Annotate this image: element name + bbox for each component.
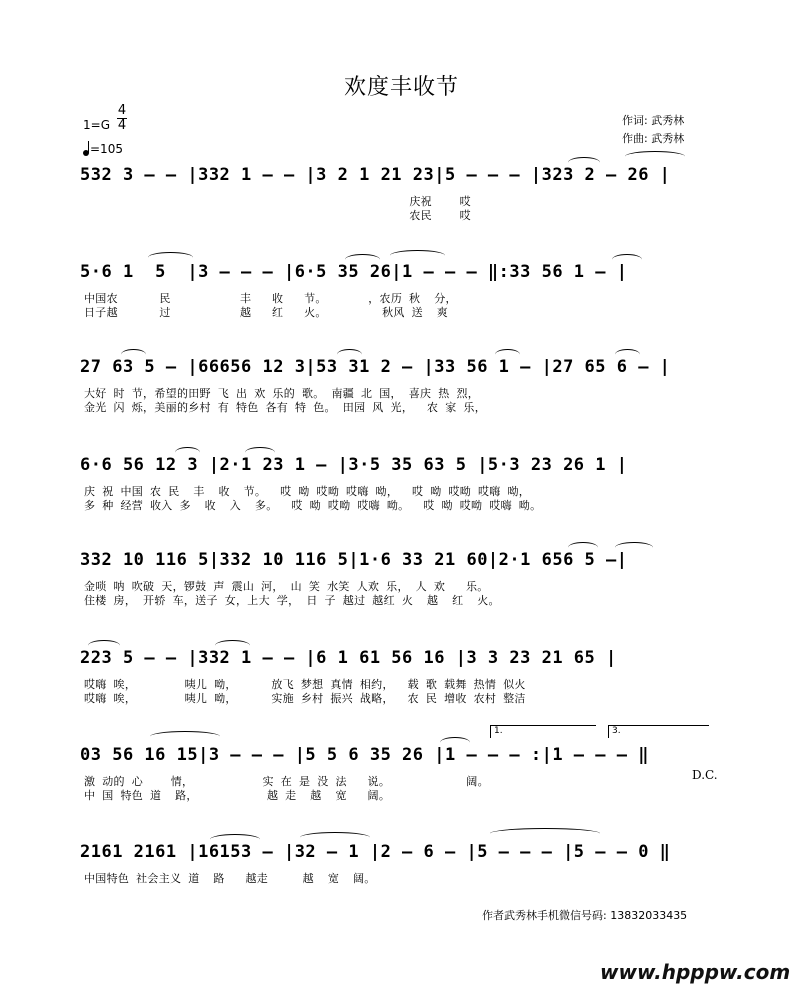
slur-mark: [495, 349, 520, 360]
slur-mark: [615, 542, 653, 553]
slur-mark: [345, 254, 380, 265]
score-system-3: [0, 357, 803, 457]
lyricist-credit: 作词: 武秀林: [622, 114, 685, 127]
lyrics-verse-2: 中 国 特色 道 路， 越 走 越 宽 阔。: [84, 789, 391, 802]
notes-line: 03 56 16 15|3 – – – |5 5 6 35 26 |1 – – – :|1 – – – ‖: [80, 745, 649, 765]
lyrics-verse-1: 庆祝 哎: [84, 195, 471, 208]
slur-mark: [490, 828, 600, 839]
score-system-5: [0, 550, 803, 650]
lyrics-verse-2: 农民 哎: [84, 209, 471, 222]
time-signature-bottom: 4: [117, 118, 127, 133]
notes-line: 27 63 5 – |66656 12 3|53 31 2 – |33 56 1 – |27 65 6 – |: [80, 357, 671, 377]
notes-line: 532 3 – – |332 1 – – |3 2 1 21 23|5 – – – |323 2 – 26 |: [80, 165, 671, 185]
quarter-note-icon: [83, 150, 89, 156]
slur-mark: [245, 447, 275, 458]
tempo-marking: [83, 142, 123, 156]
slur-mark: [568, 542, 598, 553]
lyrics-verse-2: 金光 闪 烁，美丽的乡村 有 特色 各有 特 色。 田园 风 光， 农 家 乐，: [84, 401, 487, 414]
lyrics-verse-1: 哎嗨 唉， 咦儿 呦， 放飞 梦想 真情 相约， 载 歌 载舞 热情 似火: [84, 678, 526, 691]
volta-bracket-3: [608, 725, 709, 738]
lyrics-verse-2: 多 种 经营 收入 多 收 入 多。 哎 呦 哎呦 哎嗨 呦。 哎 呦 哎呦 哎嗨 呦。: [84, 499, 542, 512]
lyrics-verse-2: 哎嗨 唉， 咦儿 呦， 实施 乡村 振兴 战略， 农 民 增收 农村 整洁: [84, 692, 526, 705]
slur-mark: [625, 151, 685, 162]
slur-mark: [210, 834, 260, 845]
notes-line: 2161 2161 |16153 – |32 – 1 |2 – 6 – |5 – – – |5 – – 0 ‖: [80, 842, 671, 862]
author-contact: 作者武秀林手机微信号码: 13832033435: [482, 909, 688, 922]
tempo-value: =105: [90, 142, 123, 156]
score-system-7: [0, 745, 803, 845]
slur-mark: [390, 250, 445, 261]
slur-mark: [440, 737, 470, 748]
time-signature-top: 4: [117, 103, 127, 118]
da-capo-marking: D.C.: [692, 768, 718, 782]
slur-mark: [612, 254, 642, 265]
lyrics-verse-1: 中国农 民 丰 收 节。 ，农历 秋 分，: [84, 292, 457, 305]
lyrics-verse-2: 住楼 房， 开轿 车，送子 女，上大 学， 日 子 越过 越红 火 越 红 火。: [84, 594, 500, 607]
slur-mark: [337, 349, 362, 360]
slur-mark: [215, 640, 250, 651]
slur-mark: [615, 349, 640, 360]
score-system-2: [0, 262, 803, 362]
key-signature: 1=G: [83, 118, 110, 132]
volta-bracket-1: [490, 725, 596, 738]
notes-line: 332 10 116 5|332 10 116 5|1·6 33 21 60|2·1 656 5 –|: [80, 550, 628, 570]
lyrics-verse-1: 激 动的 心 情， 实 在 是 没 法 说。 阔。: [84, 775, 489, 788]
time-signature: [117, 104, 127, 133]
slur-mark: [121, 349, 146, 360]
lyrics-verse-1: 中国特色 社会主义 道 路 越走 越 宽 阔。: [84, 872, 376, 885]
slur-mark: [148, 252, 193, 263]
slur-mark: [175, 447, 200, 458]
lyrics-verse-1: 大好 时 节，希望的田野 飞 出 欢 乐的 歌。 南疆 北 国， 喜庆 热 烈，: [84, 387, 480, 400]
slur-mark: [568, 157, 600, 168]
slur-mark: [150, 731, 220, 742]
song-title: 欢度丰收节: [343, 75, 459, 100]
site-watermark: www.hpppw.com: [600, 960, 791, 984]
score-system-4: [0, 455, 803, 555]
slur-mark: [300, 832, 370, 843]
volta-label: 1.: [494, 726, 503, 736]
lyrics-verse-2: 日子越 过 越 红 火。 秋风 送 爽: [84, 306, 449, 319]
score-system-8: [0, 842, 803, 942]
notes-line: 6·6 56 12 3 |2·1 23 1 – |3·5 35 63 5 |5·3 23 26 1 |: [80, 455, 628, 475]
lyrics-verse-1: 金唢 呐 吹破 天，锣鼓 声 震山 河， 山 笑 水笑 人欢 乐， 人 欢 乐。: [84, 580, 489, 593]
slur-mark: [88, 640, 120, 651]
composer-credit: 作曲: 武秀林: [622, 132, 685, 145]
notes-line: 223 5 – – |332 1 – – |6 1 61 56 16 |3 3 23 21 65 |: [80, 648, 617, 668]
notes-line: 5·6 1 5 |3 – – – |6·5 35 26|1 – – – ‖:33 56 1 – |: [80, 262, 628, 282]
lyrics-verse-1: 庆 祝 中国 农 民 丰 收 节。 哎 呦 哎呦 哎嗨 呦， 哎 呦 哎呦 哎嗨 呦，: [84, 485, 531, 498]
volta-label: 3.: [612, 726, 621, 736]
